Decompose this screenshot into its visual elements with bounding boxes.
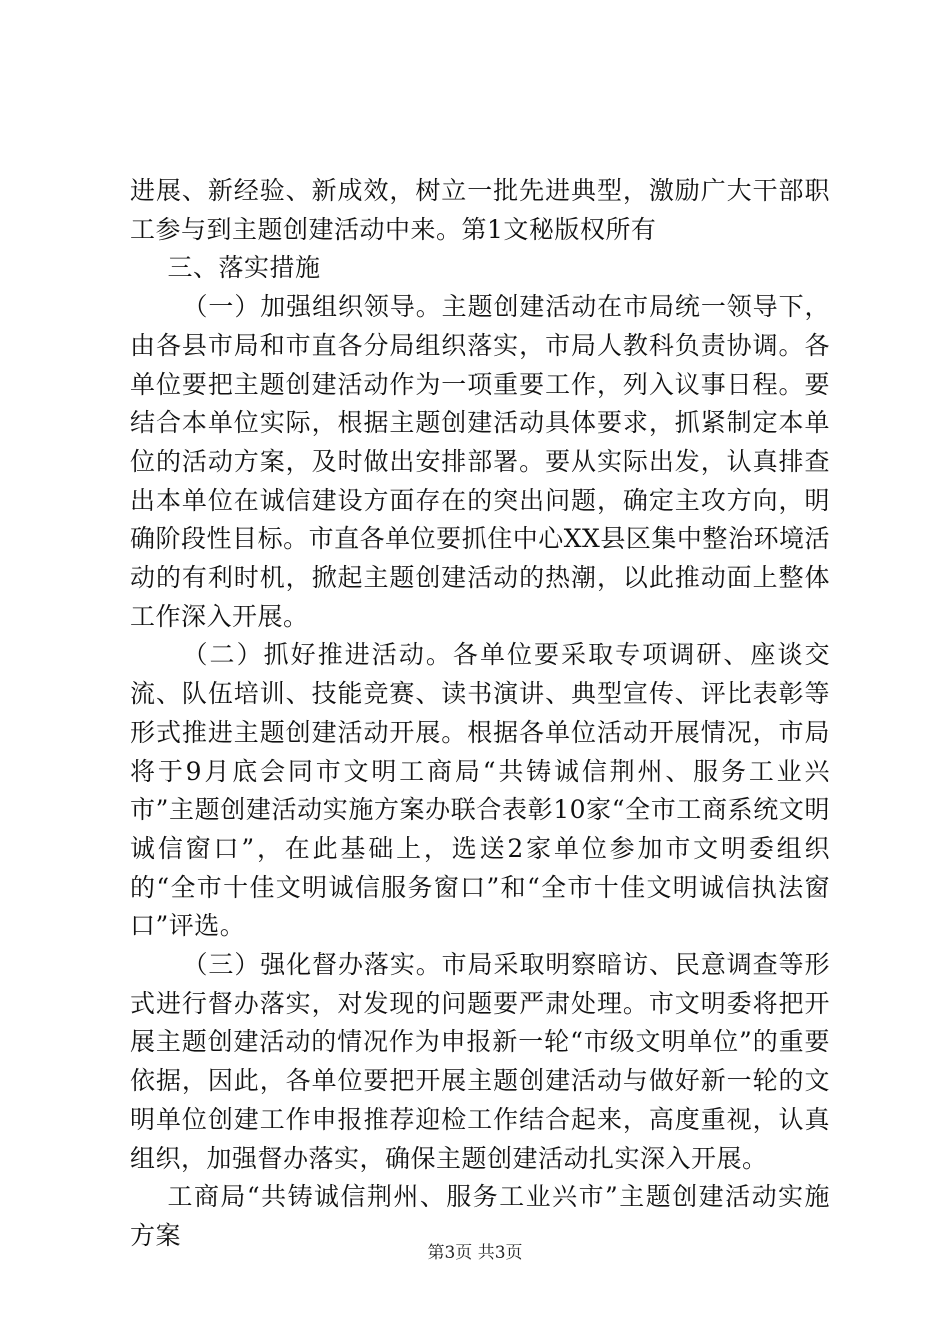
section-heading: 三、落实措施	[167, 253, 321, 283]
paragraph-promotion-activities: （二）抓好推进活动。各单位要采取专项调研、座谈交流、队伍培训、技能竞赛、读书演讲、典型宣传、评比表彰等形式推进主题创建活动开展。根据各单位活动开展情况，市局将于9月底会同市文明工商局“共铸诚信荆州、服务工业兴市”主题创建活动实施方案办联合表彰10家“全市工商系统文明诚信窗口”，在此基础上，选送2家单位参加市文明委组织的“全市十佳文明诚信服务窗口”和“全市十佳文明诚信执法窗口”评选。	[130, 640, 830, 941]
document-title-line: 工商局“共铸诚信荆州、服务工业兴市”主题创建活动实施方案	[130, 1182, 830, 1250]
document-body	[130, 172, 830, 1256]
paragraph-supervision: （三）强化督办落实。市局采取明察暗访、民意调查等形式进行督办落实，对发现的问题要严肃处理。市文明委将把开展主题创建活动的情况作为申报新一轮“市级文明单位”的重要依据，因此，各单位要把开展主题创建活动与做好新一轮的文明单位创建工作申报推荐迎检工作结合起来，高度重视，认真组织，加强督办落实，确保主题创建活动扎实深入开展。	[130, 950, 830, 1173]
page-footer: 第3页 共3页	[427, 1243, 523, 1263]
paragraph-organization-leadership: （一）加强组织领导。主题创建活动在市局统一领导下，由各县市局和市直各分局组织落实，市局人教科负责协调。各单位要把主题创建活动作为一项重要工作，列入议事日程。要结合本单位实际，根据主题创建活动具体要求，抓紧制定本单位的活动方案，及时做出安排部署。要从实际出发，认真排查出本单位在诚信建设方面存在的突出问题，确定主攻方向，明确阶段性目标。市直各单位要抓住中心XX县区集中整治环境活动的有利时机，掀起主题创建活动的热潮，以此推动面上整体工作深入开展。	[130, 292, 830, 631]
paragraph-continuation: 进展、新经验、新成效，树立一批先进典型，激励广大干部职工参与到主题创建活动中来。第1文秘版权所有	[130, 176, 830, 244]
